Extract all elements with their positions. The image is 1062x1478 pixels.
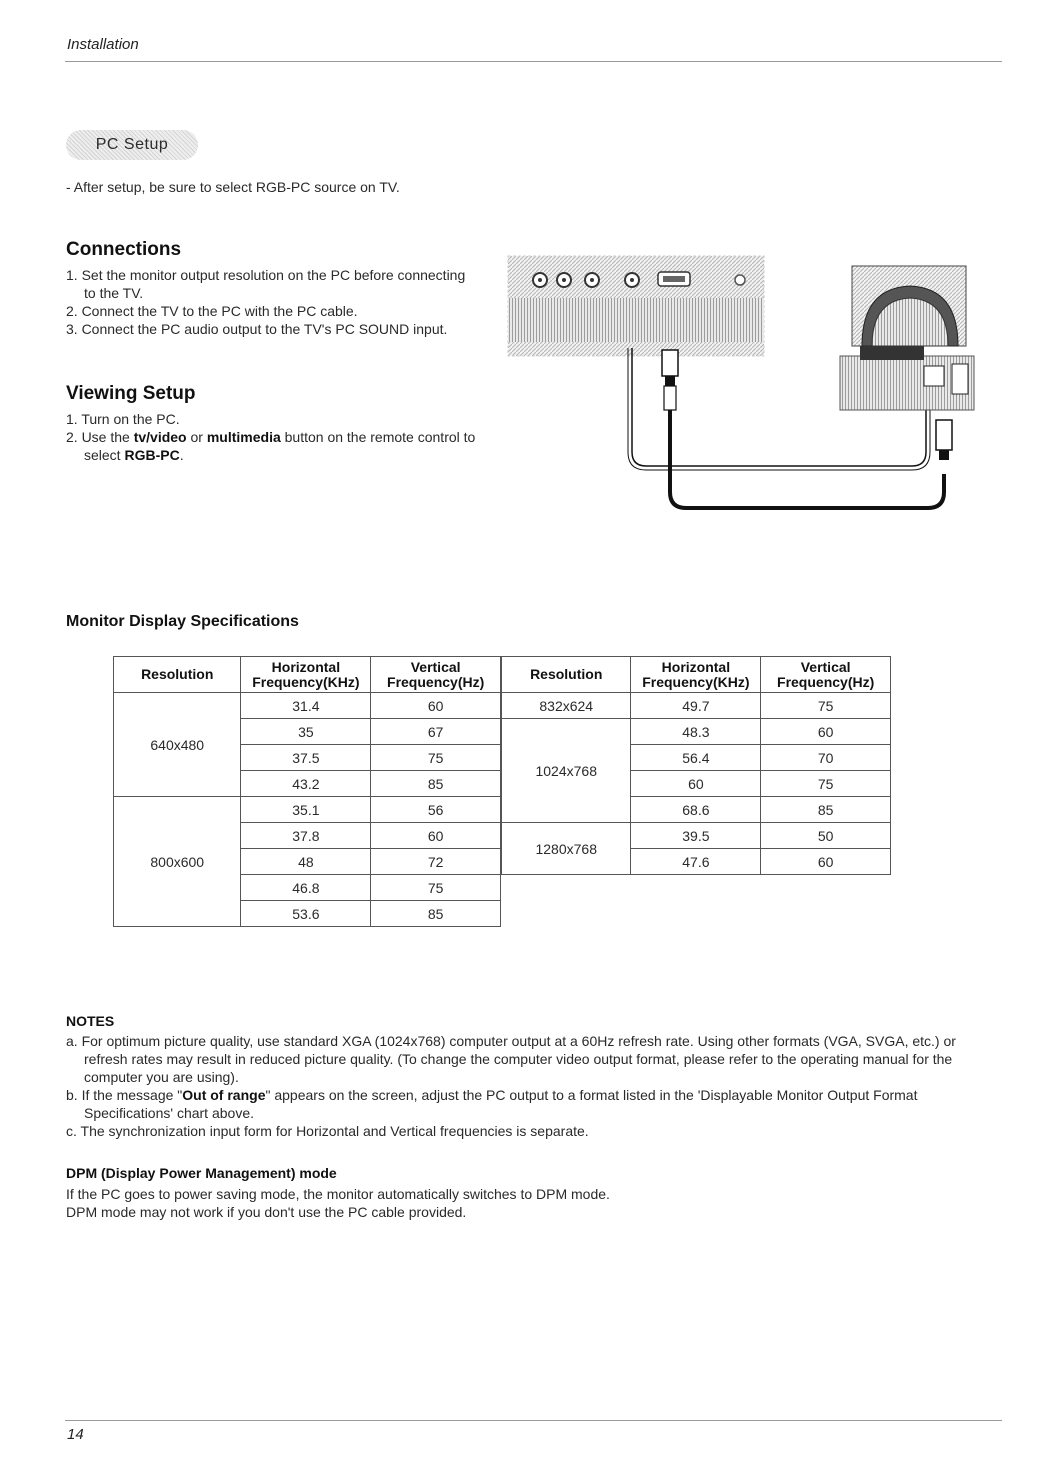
horizontal-frequency-cell: 37.8 bbox=[241, 823, 371, 849]
horizontal-frequency-cell: 49.7 bbox=[631, 693, 761, 719]
pc-setup-note: - After setup, be sure to select RGB-PC source on TV. bbox=[66, 179, 400, 195]
horizontal-frequency-cell: 35 bbox=[241, 719, 371, 745]
pc-setup-badge-label: PC Setup bbox=[95, 136, 169, 153]
horizontal-frequency-cell: 39.5 bbox=[631, 823, 761, 849]
vertical-frequency-cell: 75 bbox=[371, 745, 501, 771]
horizontal-frequency-cell: 48 bbox=[241, 849, 371, 875]
table-row bbox=[114, 693, 501, 719]
viewing-item-2: 2. Use the tv/video or multimedia button on the remote control to select RGB-PC. bbox=[66, 429, 476, 463]
vertical-frequency-cell: 60 bbox=[761, 719, 891, 745]
page-number: 14 bbox=[67, 1426, 84, 1443]
connections-item-2: 2. Connect the TV to the PC with the PC cable. bbox=[66, 303, 358, 319]
notes-list bbox=[66, 1032, 1001, 1140]
resolution-cell: 1280x768 bbox=[502, 823, 631, 875]
vertical-frequency-cell: 75 bbox=[761, 771, 891, 797]
dpm-title: DPM (Display Power Management) mode bbox=[66, 1165, 337, 1181]
vertical-frequency-cell: 85 bbox=[371, 771, 501, 797]
column-header-resolution: Resolution bbox=[114, 657, 241, 693]
horizontal-frequency-cell: 46.8 bbox=[241, 875, 371, 901]
horizontal-frequency-cell: 68.6 bbox=[631, 797, 761, 823]
column-header-resolution: Resolution bbox=[502, 657, 631, 693]
horizontal-frequency-cell: 60 bbox=[631, 771, 761, 797]
connections-item-3: 3. Connect the PC audio output to the TV's PC SOUND input. bbox=[66, 321, 448, 337]
spec-table-right bbox=[501, 656, 891, 875]
resolution-cell: 832x624 bbox=[502, 693, 631, 719]
pc-tower-icon bbox=[840, 266, 974, 410]
horizontal-frequency-cell: 47.6 bbox=[631, 849, 761, 875]
dpm-line-1: If the PC goes to power saving mode, the monitor automatically switches to DPM mode. bbox=[66, 1186, 610, 1202]
note-c: c. The synchronization input form for Horizontal and Vertical frequencies is separate. bbox=[66, 1123, 589, 1139]
vertical-frequency-cell: 70 bbox=[761, 745, 891, 771]
table-row bbox=[114, 797, 501, 823]
tv-rear-panel bbox=[508, 256, 764, 356]
vertical-frequency-cell: 72 bbox=[371, 849, 501, 875]
dpm-line-2: DPM mode may not work if you don't use the PC cable provided. bbox=[66, 1204, 467, 1220]
horizontal-frequency-cell: 35.1 bbox=[241, 797, 371, 823]
vertical-frequency-cell: 60 bbox=[371, 693, 501, 719]
table-row bbox=[502, 823, 891, 849]
horizontal-frequency-cell: 37.5 bbox=[241, 745, 371, 771]
horizontal-frequency-cell: 48.3 bbox=[631, 719, 761, 745]
section-header: Installation bbox=[67, 36, 139, 53]
connections-list bbox=[66, 266, 476, 338]
spec-table-left bbox=[113, 656, 501, 927]
vertical-frequency-cell: 85 bbox=[761, 797, 891, 823]
horizontal-frequency-cell: 43.2 bbox=[241, 771, 371, 797]
column-header-horizontal: Horizontal Frequency(KHz) bbox=[631, 657, 761, 693]
horizontal-frequency-cell: 31.4 bbox=[241, 693, 371, 719]
pc-setup-badge bbox=[66, 130, 198, 160]
vertical-frequency-cell: 85 bbox=[371, 901, 501, 927]
column-header-horizontal: Horizontal Frequency(KHz) bbox=[241, 657, 371, 693]
connections-item-1: 1. Set the monitor output resolution on the PC before connecting to the TV. bbox=[66, 267, 466, 301]
column-header-vertical: Vertical Frequency(Hz) bbox=[371, 657, 501, 693]
vertical-frequency-cell: 60 bbox=[371, 823, 501, 849]
vertical-frequency-cell: 60 bbox=[761, 849, 891, 875]
specs-title: Monitor Display Specifications bbox=[66, 613, 299, 630]
viewing-setup-title: Viewing Setup bbox=[66, 383, 196, 404]
vertical-frequency-cell: 75 bbox=[371, 875, 501, 901]
pc-connection-diagram bbox=[500, 252, 980, 522]
vertical-frequency-cell: 56 bbox=[371, 797, 501, 823]
viewing-item-1: 1. Turn on the PC. bbox=[66, 411, 180, 427]
vga-port-icon bbox=[658, 272, 690, 286]
footer-divider bbox=[65, 1420, 1002, 1421]
table-row bbox=[502, 693, 891, 719]
table-header-row bbox=[114, 657, 501, 693]
dpm-text bbox=[66, 1185, 1001, 1221]
vertical-frequency-cell: 75 bbox=[761, 693, 891, 719]
resolution-cell: 1024x768 bbox=[502, 719, 631, 823]
note-b: b. If the message "Out of range" appears on the screen, adjust the PC output to a format listed in the 'Displayable Monitor Output Format Specifications' chart above. bbox=[66, 1087, 918, 1121]
resolution-cell: 800x600 bbox=[114, 797, 241, 927]
resolution-cell: 640x480 bbox=[114, 693, 241, 797]
vertical-frequency-cell: 67 bbox=[371, 719, 501, 745]
vertical-frequency-cell: 50 bbox=[761, 823, 891, 849]
table-header-row bbox=[502, 657, 891, 693]
horizontal-frequency-cell: 56.4 bbox=[631, 745, 761, 771]
horizontal-frequency-cell: 53.6 bbox=[241, 901, 371, 927]
header-divider bbox=[65, 61, 1002, 62]
note-a: a. For optimum picture quality, use standard XGA (1024x768) computer output at a 60Hz refresh rate. Using other formats (VGA, SVGA, etc.) or refresh rates may result in reduced picture quality. (To change the computer video output format, please refer to the operating manual for the computer you are using). bbox=[66, 1033, 956, 1085]
column-header-vertical: Vertical Frequency(Hz) bbox=[761, 657, 891, 693]
notes-title: NOTES bbox=[66, 1013, 115, 1029]
connections-title: Connections bbox=[66, 239, 182, 260]
table-row bbox=[502, 719, 891, 745]
viewing-setup-list bbox=[66, 410, 486, 464]
